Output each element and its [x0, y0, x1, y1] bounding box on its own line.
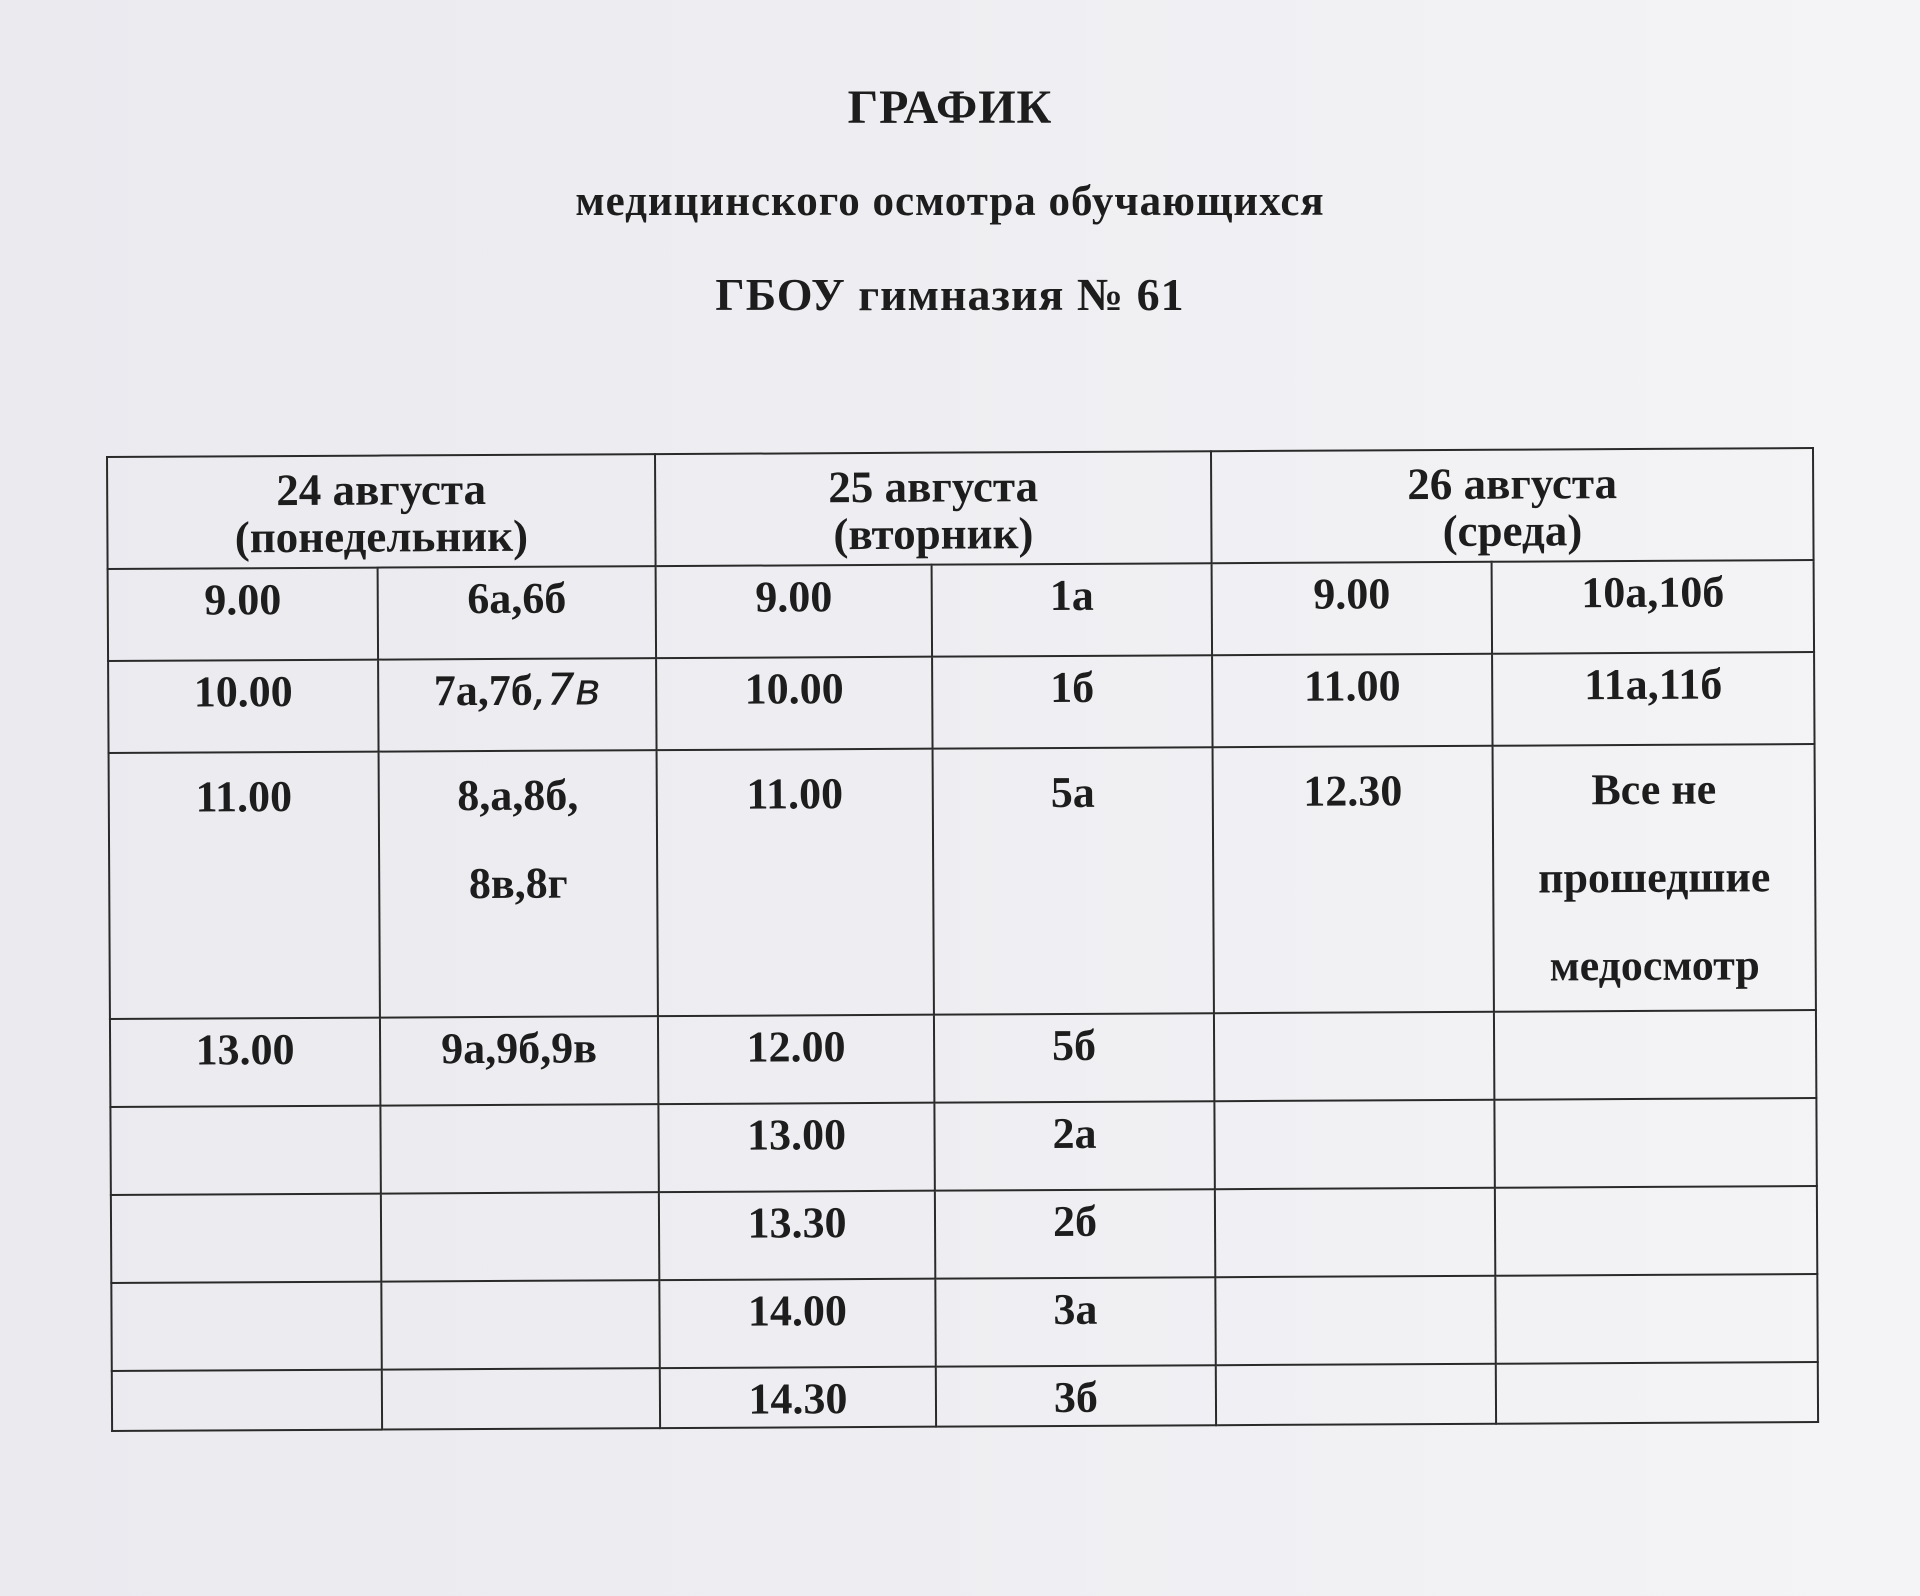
time-cell: 14.00 [659, 1279, 935, 1368]
time-cell [1214, 1012, 1494, 1101]
table-row [108, 652, 1814, 753]
time-cell [112, 1370, 382, 1431]
table-row [110, 1098, 1816, 1195]
class-cell: 5б [934, 1013, 1214, 1102]
day-date: 25 августа [828, 461, 1039, 513]
time-cell: 13.30 [659, 1191, 935, 1280]
day-weekday: (понедельник) [234, 511, 529, 563]
class-cell [381, 1192, 659, 1281]
class-cell [379, 750, 658, 1017]
class-line: прошедшие [1538, 852, 1771, 903]
day-date: 26 августа [1407, 458, 1618, 510]
day-header-monday [107, 454, 656, 569]
time-cell [1216, 1364, 1496, 1425]
time-cell: 11.00 [109, 752, 380, 1019]
class-cell: 1б [932, 655, 1212, 748]
class-cell [380, 1104, 658, 1193]
table-row [111, 1274, 1817, 1371]
time-cell: 9.00 [108, 568, 378, 661]
class-cell [381, 1280, 659, 1369]
class-cell [1494, 1098, 1816, 1188]
time-cell [110, 1106, 380, 1195]
header-row [107, 448, 1814, 569]
class-line: медосмотр [1549, 940, 1760, 991]
class-cell [1495, 1186, 1817, 1276]
class-cell: 5а [933, 747, 1214, 1014]
class-cell [1494, 1010, 1816, 1100]
day-header-wednesday [1211, 448, 1814, 563]
document-title: ГРАФИК [847, 81, 1053, 134]
table-row [110, 1010, 1816, 1107]
class-cell: 2б [935, 1189, 1215, 1278]
class-cell: 3а [935, 1277, 1215, 1366]
school-name: ГБОУ гимназия № 61 [715, 269, 1185, 320]
class-line: 8,а,8б, [457, 770, 579, 821]
class-line: Все не [1591, 764, 1717, 815]
class-cell [382, 1368, 660, 1429]
table-row [112, 1362, 1818, 1431]
document-subtitle: медицинского осмотра обучающихся [575, 178, 1325, 225]
class-cell [378, 658, 656, 751]
day-weekday: (среда) [1442, 505, 1583, 557]
day-weekday: (вторник) [833, 508, 1034, 560]
class-cell [1495, 1274, 1817, 1364]
class-cell: 10а,10б [1492, 560, 1814, 654]
time-cell: 13.00 [658, 1103, 934, 1192]
time-cell: 11.00 [1212, 654, 1492, 747]
class-cell [1496, 1362, 1818, 1424]
class-printed: 7а,7б [433, 665, 533, 716]
time-cell: 13.00 [110, 1018, 380, 1107]
time-cell [111, 1282, 381, 1371]
class-cell: 1а [932, 563, 1212, 656]
class-cell: 11а,11б [1492, 652, 1814, 746]
day-header-tuesday [655, 451, 1212, 566]
table-row [111, 1186, 1817, 1283]
time-cell [111, 1194, 381, 1283]
class-cell: 3б [936, 1365, 1216, 1426]
schedule-table [106, 447, 1819, 1432]
time-cell: 9.00 [656, 565, 932, 658]
class-line: 8в,8г [468, 858, 568, 909]
handwritten-addition: ,7в [532, 664, 601, 716]
time-cell [1214, 1100, 1494, 1189]
day-date: 24 августа [276, 464, 487, 516]
table-row [108, 560, 1814, 661]
class-cell [1493, 744, 1816, 1012]
class-cell: 2а [934, 1101, 1214, 1190]
time-cell: 9.00 [1212, 562, 1492, 655]
time-cell: 11.00 [657, 749, 934, 1016]
time-cell: 10.00 [656, 657, 932, 750]
class-cell: 6а,6б [378, 566, 656, 659]
table-row [109, 744, 1816, 1019]
time-cell: 12.00 [658, 1015, 934, 1104]
time-cell: 14.30 [660, 1367, 936, 1428]
time-cell: 10.00 [108, 660, 378, 753]
time-cell [1215, 1188, 1495, 1277]
time-cell [1215, 1276, 1495, 1365]
time-cell: 12.30 [1213, 746, 1494, 1013]
class-cell: 9а,9б,9в [380, 1016, 658, 1105]
